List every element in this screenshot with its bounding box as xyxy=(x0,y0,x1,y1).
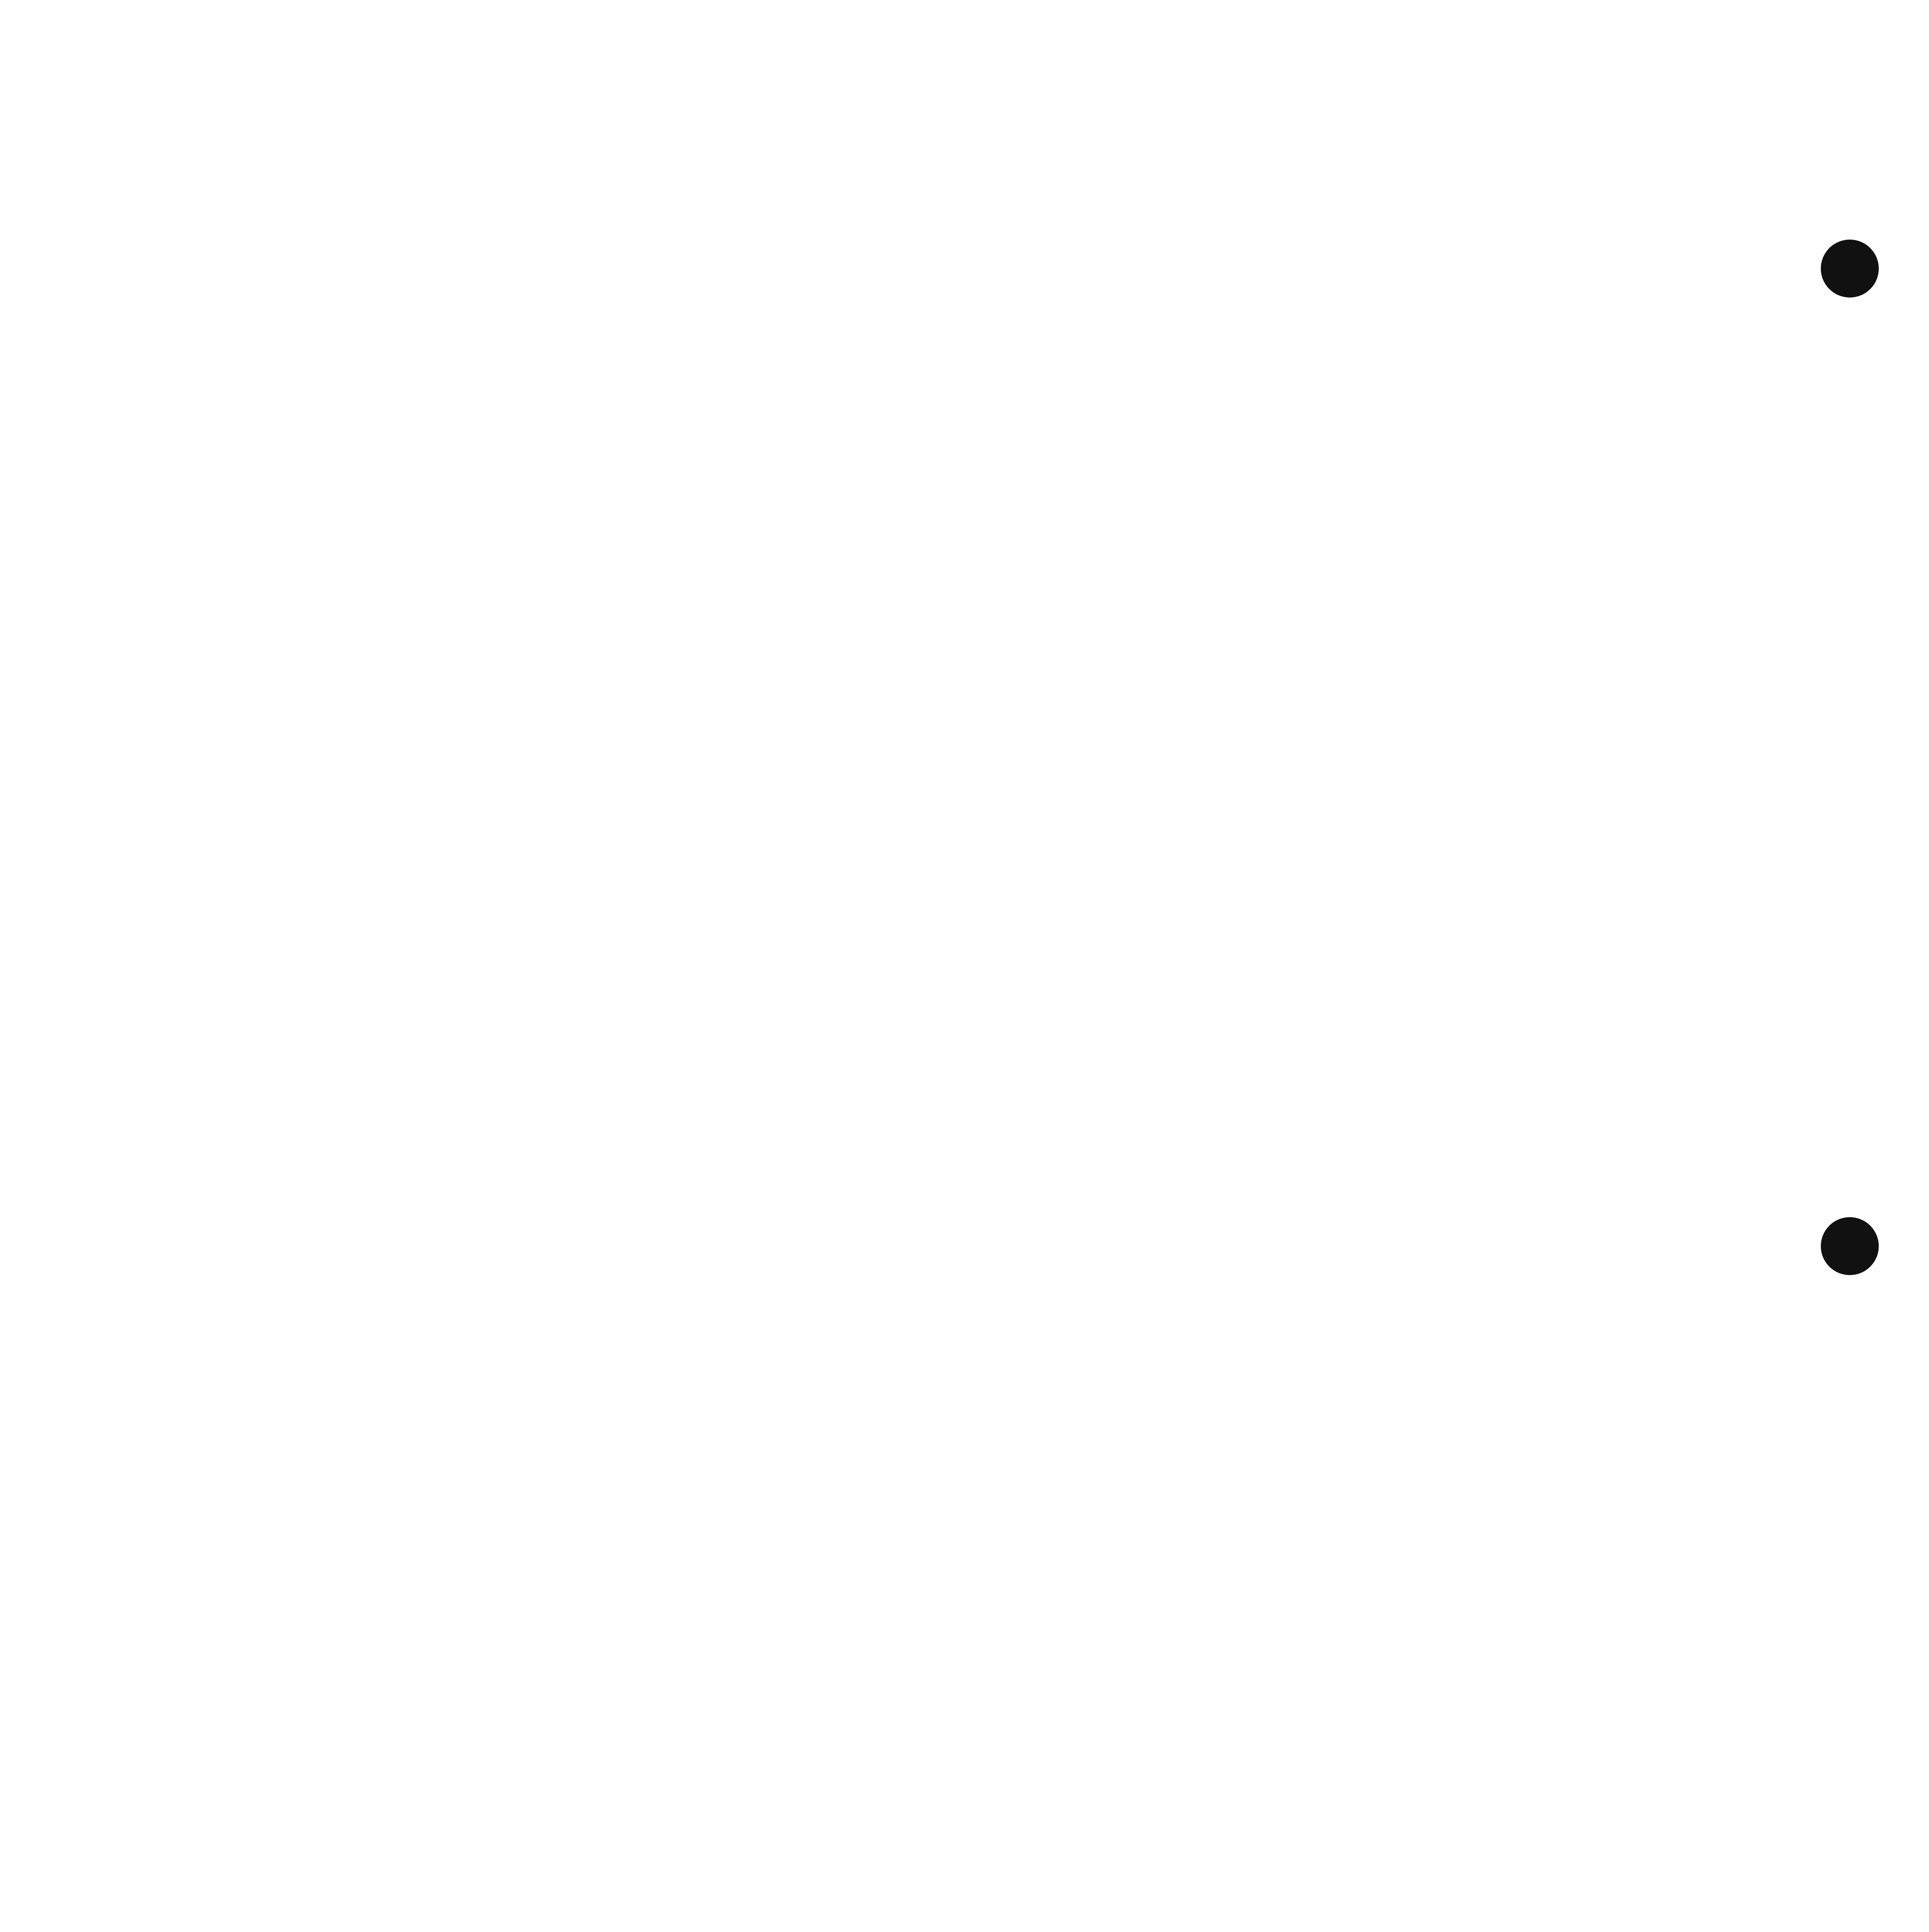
margin-bullet-icon xyxy=(1821,240,1879,298)
margin-bullet-icon xyxy=(1821,1217,1879,1275)
